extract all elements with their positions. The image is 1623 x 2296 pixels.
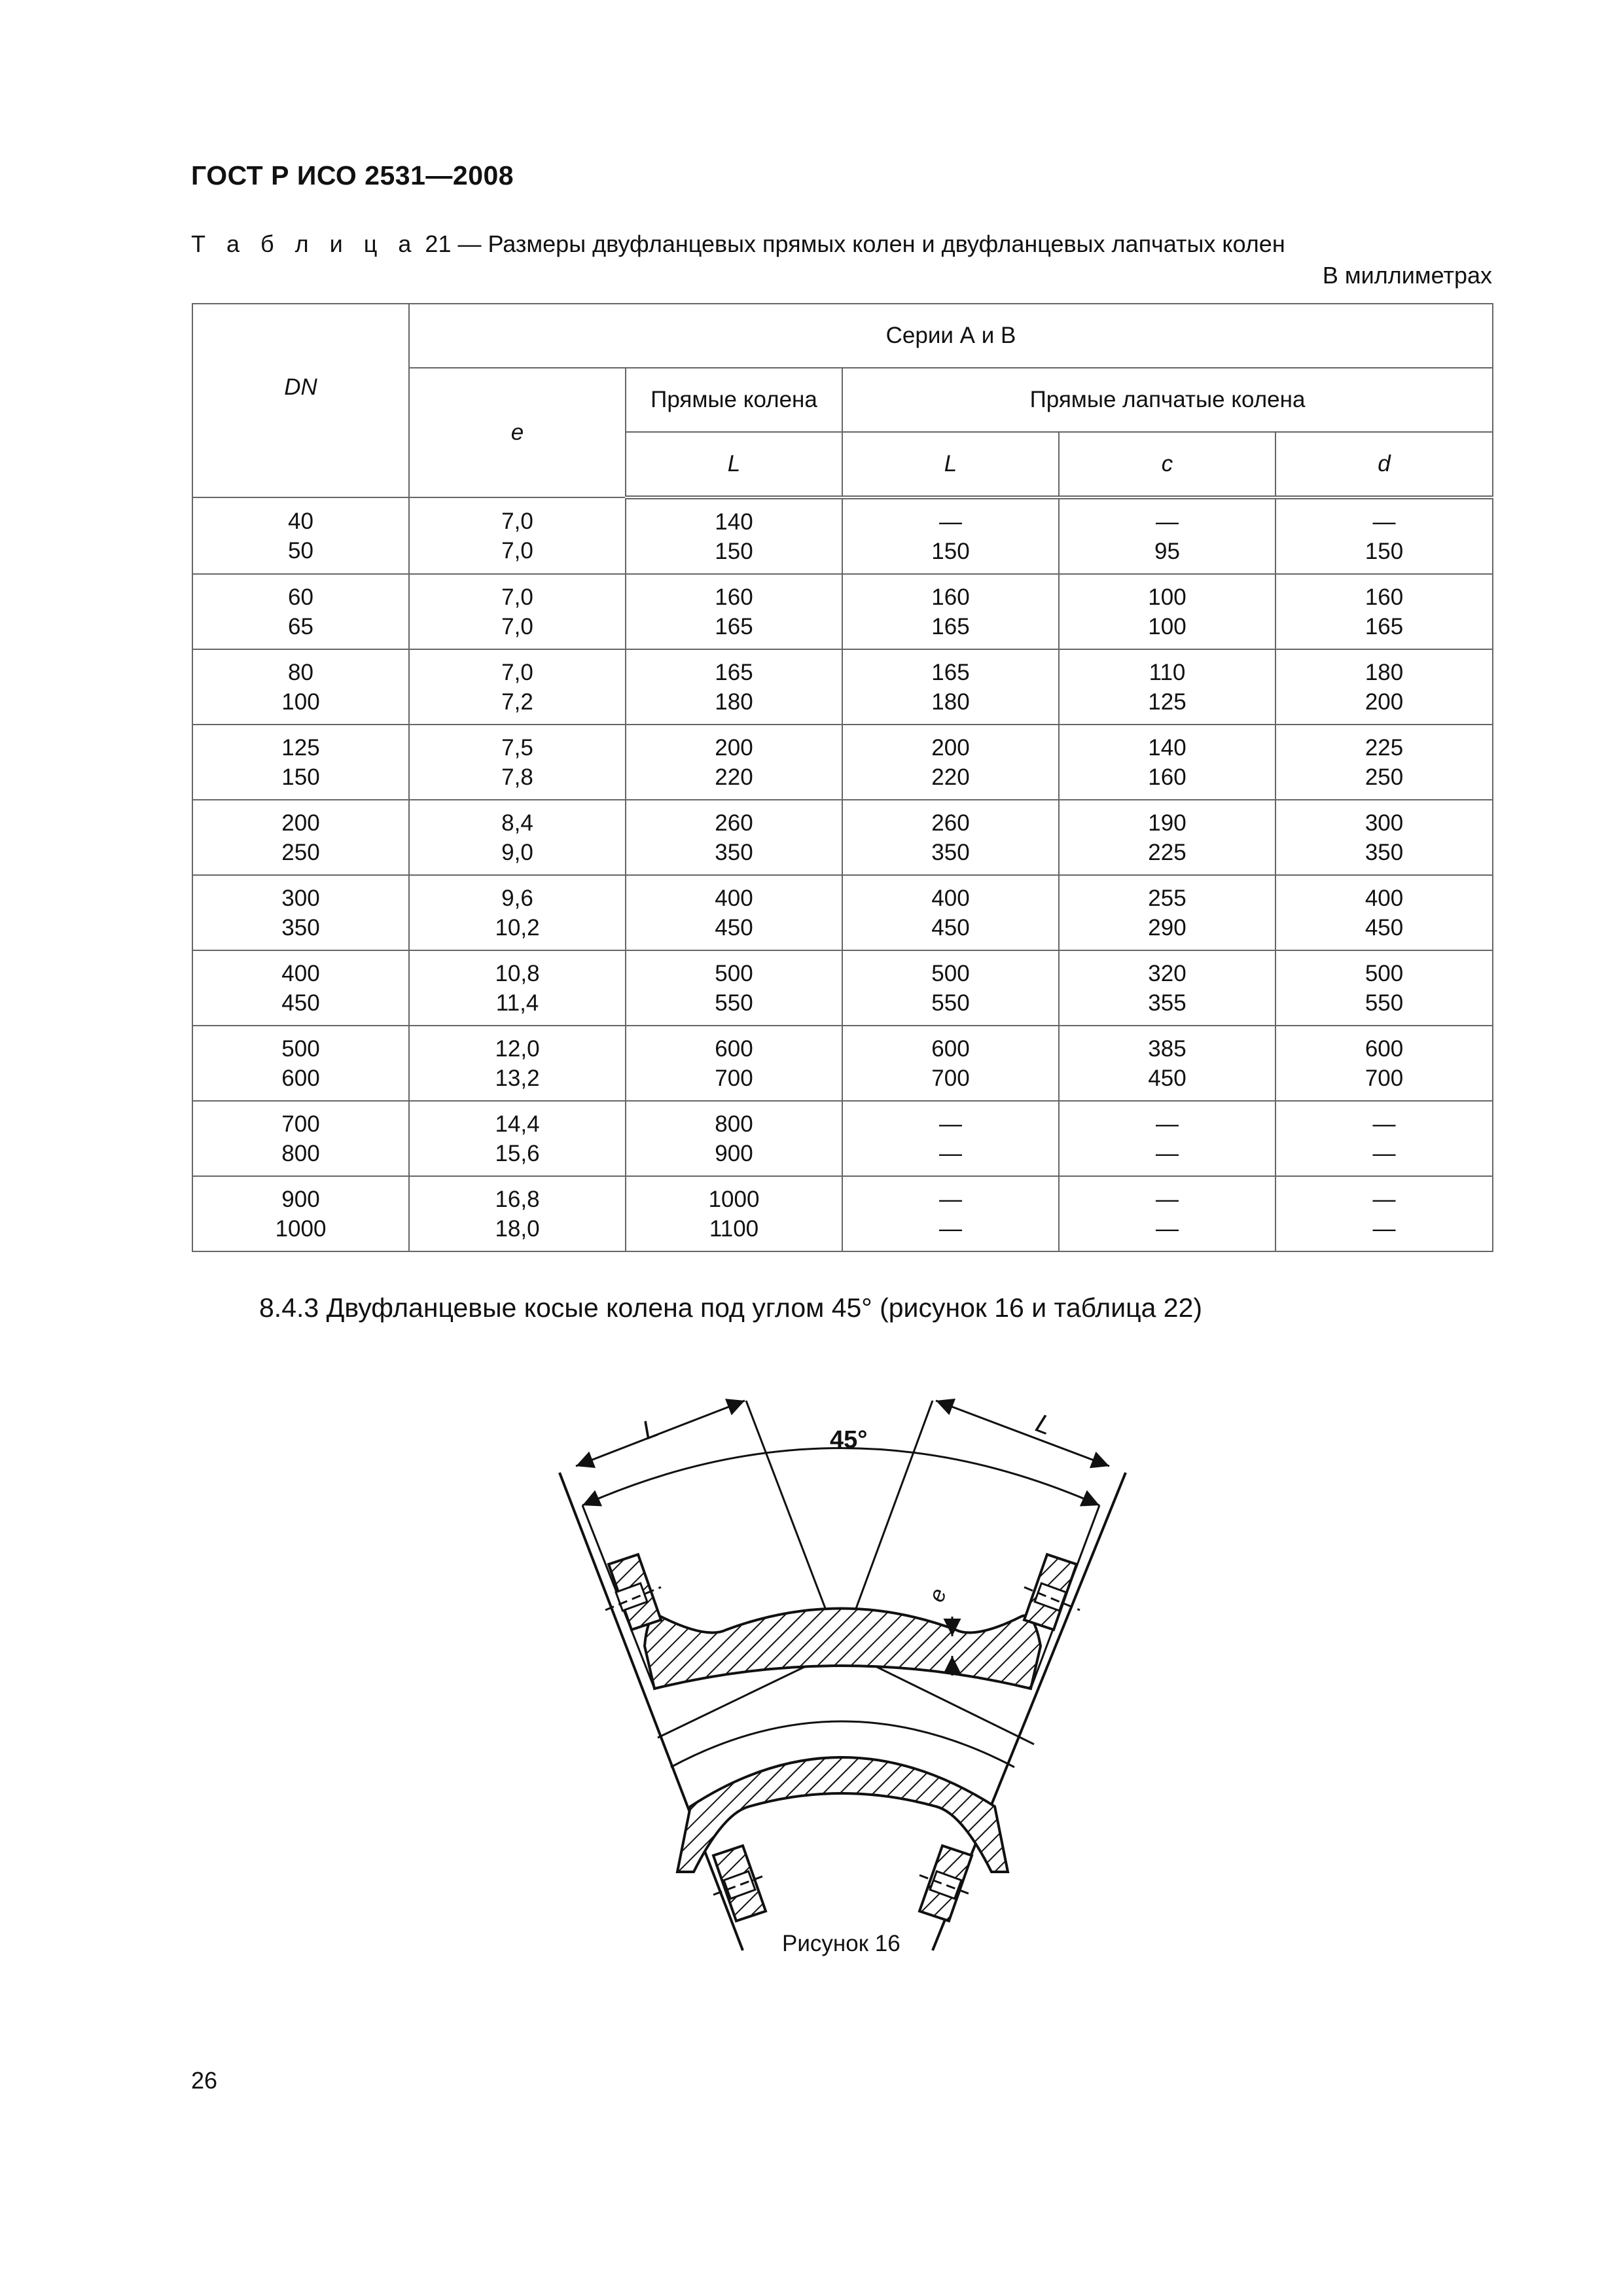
cell-value: 350: [931, 839, 970, 865]
cell-value: 250: [281, 839, 320, 865]
cell-value: 12,0: [495, 1035, 540, 1062]
cell-value: 80: [288, 659, 313, 685]
cell-value: 150: [931, 538, 970, 564]
cell-value: 18,0: [495, 1215, 540, 1242]
cell-value: 400: [931, 885, 970, 911]
cell-value: 11,4: [495, 990, 539, 1016]
cell-value: 450: [281, 990, 320, 1016]
cell-value: 165: [931, 613, 970, 639]
cell-value: 7,0: [501, 584, 533, 610]
cell-value: 160: [931, 584, 970, 610]
cell-value: 7,5: [501, 734, 533, 761]
cell-value: 260: [715, 810, 753, 836]
cell-value: 1100: [709, 1215, 759, 1242]
header-series: Серии А и В: [409, 304, 1493, 368]
cell-value: 15,6: [495, 1140, 540, 1166]
cell-value: 14,4: [495, 1111, 540, 1137]
cell-value: 320: [1148, 960, 1186, 986]
cell-value: 140: [715, 509, 753, 535]
cell-value: 9,6: [501, 885, 533, 911]
cell-value: 200: [931, 734, 970, 761]
cell-value: 13,2: [495, 1065, 540, 1091]
cell-value: 165: [715, 659, 753, 685]
cell-value: —: [1156, 509, 1179, 535]
upper-wall-section: [645, 1609, 1041, 1689]
cell-value: 65: [288, 613, 313, 639]
cell-value: —: [1156, 1186, 1179, 1212]
cell-value: 190: [1148, 810, 1186, 836]
label-angle-45: 45°: [830, 1426, 868, 1454]
cell-value: 450: [1148, 1065, 1186, 1091]
cell-value: —: [1372, 509, 1396, 535]
header-c: c: [1059, 432, 1275, 497]
cell-value: 100: [281, 689, 320, 715]
cell-value: 355: [1148, 990, 1186, 1016]
table-title-prefix: Т а б л и ц а: [191, 230, 419, 257]
header-e: e: [409, 368, 626, 497]
cell-value: 50: [288, 537, 313, 564]
cell-value: 250: [1364, 764, 1404, 790]
cell-value: 500: [715, 960, 753, 986]
cell-value: 165: [715, 613, 753, 639]
header-d: d: [1275, 432, 1493, 497]
cell-value: —: [939, 1111, 962, 1137]
cell-value: 7,8: [501, 764, 533, 790]
cell-value: 800: [281, 1140, 320, 1166]
header-straight-elbows: Прямые колена: [626, 368, 842, 432]
cell-value: —: [1372, 1140, 1396, 1166]
cell-value: 165: [1364, 613, 1404, 639]
page-number: 26: [191, 2067, 218, 2094]
cell-value: 9,0: [501, 839, 533, 865]
cell-value: 300: [281, 885, 320, 911]
cell-value: 150: [1364, 538, 1404, 564]
cell-value: 350: [281, 914, 320, 941]
cell-value: 140: [1148, 734, 1186, 761]
cell-value: 500: [281, 1035, 320, 1062]
cell-value: 350: [1364, 839, 1404, 865]
cell-value: 10,8: [495, 960, 540, 986]
cell-value: 60: [288, 584, 313, 610]
cell-value: 10,2: [495, 914, 540, 941]
cell-value: 300: [1364, 810, 1404, 836]
label-L-left: L: [638, 1413, 662, 1446]
cell-value: 700: [281, 1111, 320, 1137]
cell-value: 160: [1364, 584, 1404, 610]
cell-value: 600: [281, 1065, 320, 1091]
cell-value: 7,2: [501, 689, 533, 715]
cell-value: 600: [1364, 1035, 1404, 1062]
cell-value: 7,0: [501, 508, 533, 534]
cell-value: 7,0: [501, 659, 533, 685]
cell-value: 900: [715, 1140, 753, 1166]
cell-value: 160: [715, 584, 753, 610]
cell-value: 900: [281, 1186, 320, 1212]
cell-value: 7,0: [501, 537, 533, 564]
cell-value: 500: [931, 960, 970, 986]
cell-value: 125: [1148, 689, 1186, 715]
cell-value: 550: [931, 990, 970, 1016]
cell-value: 180: [1364, 659, 1404, 685]
cell-value: 95: [1154, 538, 1180, 564]
cell-value: 700: [715, 1065, 753, 1091]
cell-value: —: [1156, 1111, 1179, 1137]
cell-value: 7,0: [501, 613, 533, 639]
header-L-straight: L: [626, 432, 842, 497]
cell-value: 200: [715, 734, 753, 761]
cell-value: 220: [715, 764, 753, 790]
label-L-right: L: [1031, 1408, 1056, 1441]
cell-value: 500: [1364, 960, 1404, 986]
cell-value: 800: [715, 1111, 753, 1137]
cell-value: 100: [1148, 613, 1186, 639]
cell-value: 1000: [275, 1215, 327, 1242]
cell-value: —: [1372, 1186, 1396, 1212]
cell-value: —: [939, 509, 962, 535]
cell-value: 150: [281, 764, 320, 790]
header-footed-elbows: Прямые лапчатые колена: [842, 368, 1493, 432]
cell-value: 225: [1148, 839, 1186, 865]
cell-value: 8,4: [501, 810, 533, 836]
cell-value: 600: [931, 1035, 970, 1062]
cell-value: —: [939, 1140, 962, 1166]
cell-value: 350: [715, 839, 753, 865]
cell-value: 550: [715, 990, 753, 1016]
cell-value: 160: [1148, 764, 1186, 790]
cell-value: 450: [931, 914, 970, 941]
label-e: e: [923, 1585, 952, 1605]
cell-value: 550: [1364, 990, 1404, 1016]
cell-value: —: [1156, 1215, 1179, 1242]
cell-value: 150: [715, 538, 753, 564]
cell-value: 180: [931, 689, 970, 715]
table-units: В миллиметрах: [1322, 262, 1492, 289]
cell-value: 290: [1148, 914, 1186, 941]
section-heading: 8.4.3 Двуфланцевые косые колена под углом 45° (рисунок 16 и таблица 22): [259, 1293, 1203, 1323]
cell-value: —: [1372, 1215, 1396, 1242]
cell-value: —: [1372, 1111, 1396, 1137]
cell-value: 125: [281, 734, 320, 761]
cell-value: 180: [715, 689, 753, 715]
header-L-footed: L: [842, 432, 1059, 497]
cell-value: 40: [288, 508, 313, 534]
cell-value: 200: [1364, 689, 1404, 715]
cell-value: 220: [931, 764, 970, 790]
cell-value: 450: [1364, 914, 1404, 941]
cell-value: —: [1156, 1140, 1179, 1166]
cell-value: 700: [1364, 1065, 1404, 1091]
cell-value: 165: [931, 659, 970, 685]
cell-value: 700: [931, 1065, 970, 1091]
cell-value: 385: [1148, 1035, 1186, 1062]
table-title-text: 21 — Размеры двуфланцевых прямых колен и двуфланцевых лапчатых колен: [425, 230, 1285, 257]
cell-value: 400: [715, 885, 753, 911]
cell-value: 260: [931, 810, 970, 836]
cell-value: 400: [1364, 885, 1404, 911]
cell-value: 225: [1364, 734, 1404, 761]
cell-value: 400: [281, 960, 320, 986]
cell-value: 16,8: [495, 1186, 540, 1212]
cell-value: —: [939, 1215, 962, 1242]
cell-value: 100: [1148, 584, 1186, 610]
cell-value: —: [939, 1186, 962, 1212]
cell-value: 1000: [708, 1186, 760, 1212]
cell-value: 200: [281, 810, 320, 836]
figure-caption: Рисунок 16: [782, 1931, 901, 1956]
cell-value: 600: [715, 1035, 753, 1062]
cell-value: 450: [715, 914, 753, 941]
header-dn: DN: [192, 304, 409, 497]
cell-value: 255: [1148, 885, 1186, 911]
cell-value: 110: [1149, 659, 1186, 685]
document-id-header: ГОСТ Р ИСО 2531—2008: [191, 160, 514, 190]
